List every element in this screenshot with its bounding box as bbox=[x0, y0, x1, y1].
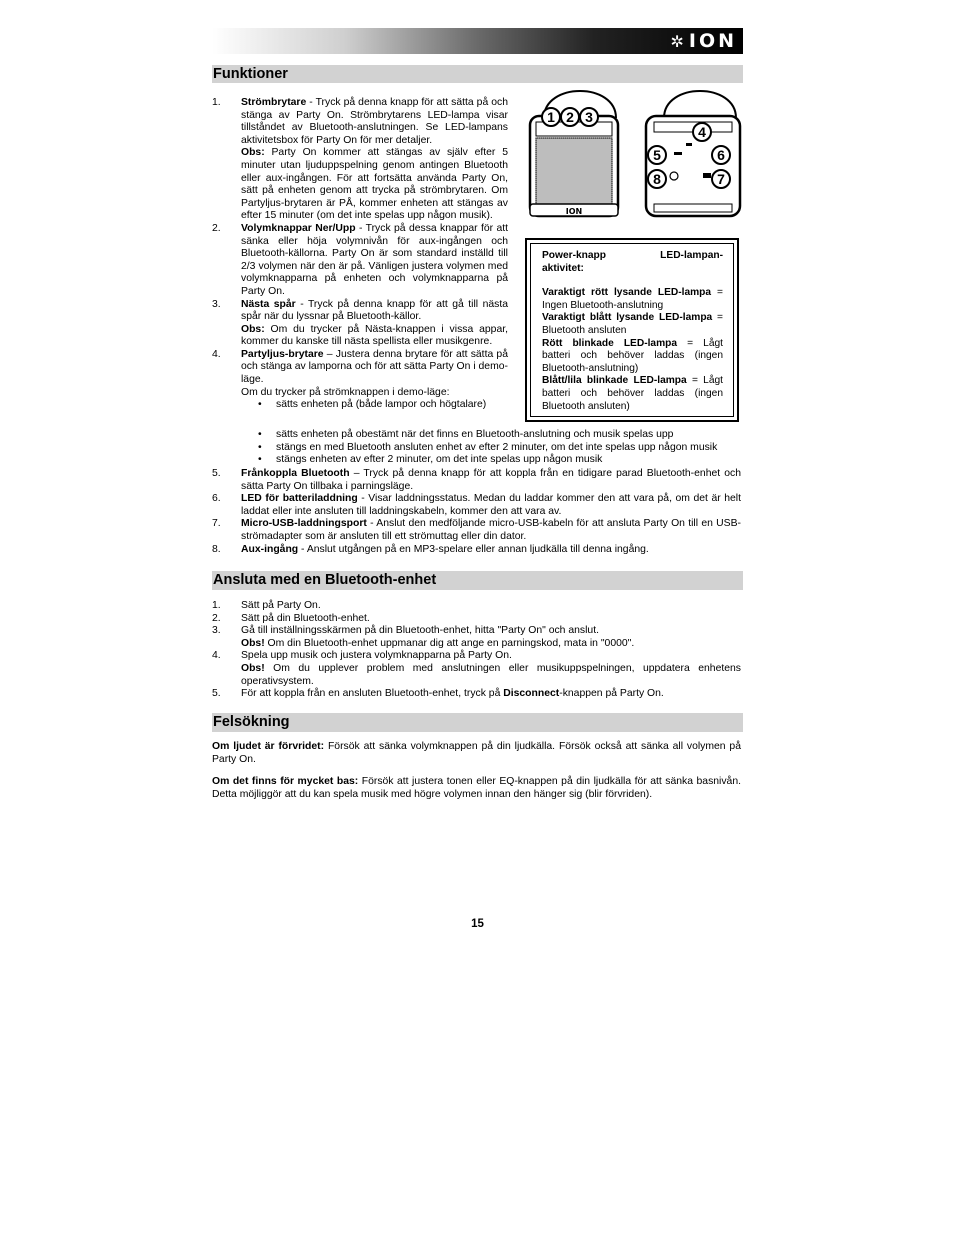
item-number: 4. bbox=[212, 348, 221, 360]
trouble-paragraph bbox=[212, 776, 741, 801]
front-logo: ION bbox=[565, 207, 583, 216]
list-item bbox=[212, 299, 508, 349]
item-text: - Anslut den medföljande micro-USB-kabeln för att ansluta Party On till en USB-strömadapter som är ansluten till ett strömuttag eller din dator. bbox=[241, 518, 741, 542]
item-number: 3. bbox=[212, 625, 221, 637]
obs-label: Obs: bbox=[241, 147, 265, 159]
led-row bbox=[542, 287, 723, 312]
header-bar bbox=[212, 28, 743, 54]
item-text: – Tryck på denna knapp för att koppla från en tidigare parad Bluetooth-enhet och sätta Party On tillbaka i parningsläge. bbox=[241, 468, 741, 492]
list-item bbox=[212, 613, 741, 626]
list-item bbox=[212, 493, 741, 518]
section-title-funktioner: Funktioner bbox=[212, 65, 743, 83]
led-row-text: = Lågt batteri och behöver laddas (ingen Bluetooth ansluten) bbox=[542, 375, 723, 412]
item-title: Partyljus-brytare bbox=[241, 348, 324, 360]
list-item bbox=[212, 349, 508, 399]
item-number: 5. bbox=[212, 468, 221, 479]
page-number: 15 bbox=[471, 918, 484, 930]
item-text: - Tryck på dessa knappar för att sänka eller höja volymnivån för aux-ingången och Bluetooth-källorna. Party On är som standard inställd till 2/3 volymen när den är på. Vänligen justera volymen med volymknapparna på enheten och volymknapparna på Party On. bbox=[241, 222, 509, 297]
trouble-text: Försök att justera tonen eller EQ-knappen på din ljudkälla för att sänka basnivån. Detta möjliggör att du kan spela musik med högre volymen innan den hänger sig (blir förvriden). bbox=[212, 776, 741, 800]
led-row-text: = Lågt batteri och behöver laddas (ingen Bluetooth-anslutning) bbox=[542, 337, 723, 374]
trouble-paragraph bbox=[212, 741, 741, 766]
item-title: Frånkoppla Bluetooth bbox=[241, 468, 350, 479]
section-title-bluetooth: Ansluta med en Bluetooth-enhet bbox=[212, 571, 743, 590]
obs-text: Om du upplever problem med anslutningen eller musikuppspelningen, uppdatera enhetens operativsystem. bbox=[241, 662, 741, 687]
item-text: – Justera denna brytare för att sätta på och stänga av lamporna och för att sätta Party On i demo-läge. bbox=[241, 348, 508, 386]
led-row bbox=[542, 338, 723, 376]
demo-bullet-list-wide bbox=[212, 429, 741, 467]
led-row bbox=[542, 375, 723, 413]
item-title: Micro-USB-laddningsport bbox=[241, 518, 367, 530]
led-head-right: LED-lampan- bbox=[660, 250, 723, 261]
list-item bbox=[212, 544, 741, 557]
list-item bbox=[212, 518, 741, 543]
led-activity-box bbox=[525, 238, 739, 422]
features-list-wide bbox=[212, 468, 741, 556]
label-3: 3 bbox=[585, 109, 593, 125]
item-number: 7. bbox=[212, 518, 221, 530]
label-6: 6 bbox=[717, 147, 725, 163]
item-text: - Tryck på denna knapp för att sätta på och stänga av Party On. Strömbrytarens LED-lampa visar tillståndet av Bluetooth-anslutningen. Se LED-lampans aktivitetsbox för Party On för mer detaljer. bbox=[241, 97, 508, 146]
obs-text: Om din Bluetooth-enhet uppmanar dig att ange en parningskod, mata in "0000". bbox=[264, 637, 635, 649]
label-8: 8 bbox=[653, 171, 661, 187]
led-row-text: = Ingen Bluetooth-anslutning bbox=[542, 287, 723, 311]
item-number: 3. bbox=[212, 298, 221, 310]
item-number: 5. bbox=[212, 688, 221, 700]
item-number: 1. bbox=[212, 600, 221, 611]
item-text: Spela upp musik och justera volymknapparna på Party On. bbox=[241, 650, 512, 662]
item-number: 2. bbox=[212, 222, 221, 234]
trouble-text: Försök att sänka volymknappen på din ljudkälla. Försök också att sänka all volymen på Party On. bbox=[212, 741, 741, 765]
item-title: Aux-ingång bbox=[241, 543, 299, 555]
item-text: - Tryck på denna knapp för att gå till nästa spår när du lyssnar på Bluetooth-källor. bbox=[241, 298, 508, 323]
led-row bbox=[542, 312, 723, 337]
item-text: Sätt på Party On. bbox=[241, 600, 321, 611]
troubleshooting bbox=[212, 741, 741, 811]
list-item bbox=[212, 600, 741, 613]
led-head-line2: aktivitet: bbox=[542, 262, 584, 274]
item-number: 4. bbox=[212, 650, 221, 662]
item-number: 6. bbox=[212, 493, 221, 505]
ion-logo: ✲ ION bbox=[670, 30, 737, 52]
speaker-back-view bbox=[646, 91, 740, 216]
trouble-label: Om ljudet är förvridet: bbox=[212, 741, 325, 752]
label-5: 5 bbox=[653, 147, 661, 163]
speaker-diagram bbox=[528, 88, 743, 223]
led-row-label: Rött blinkade LED-lampa bbox=[542, 337, 678, 349]
obs-label: Obs! bbox=[241, 662, 265, 674]
list-item bbox=[212, 223, 508, 299]
item-number: 8. bbox=[212, 543, 221, 555]
list-item bbox=[212, 650, 741, 688]
led-row-label: Varaktigt blått lysande LED-lampa bbox=[542, 312, 713, 324]
demo-bullet-list bbox=[212, 399, 508, 412]
item-text: Gå till inställningsskärmen på din Bluetooth-enhet, hitta "Party On" och anslut. bbox=[241, 625, 599, 637]
item-text: Sätt på din Bluetooth-enhet. bbox=[241, 612, 370, 624]
bullet-item: • sätts enheten på obestämt när det finns en Bluetooth-anslutning och musik spelas upp bbox=[276, 429, 741, 442]
bluetooth-steps bbox=[212, 600, 741, 701]
disconnect-label: Disconnect bbox=[503, 688, 560, 700]
item-number: 2. bbox=[212, 612, 221, 624]
label-1: 1 bbox=[547, 109, 555, 125]
obs-label: Obs: bbox=[241, 323, 265, 335]
item-title: Strömbrytare bbox=[241, 97, 307, 108]
bullet-item: • stängs enheten av efter 2 minuter, om det inte spelas upp någon musik bbox=[276, 454, 741, 467]
obs-text: Om du trycker på Nästa-knappen i vissa appar, kommer du kanske till nästa spellista eller musikgenre. bbox=[241, 323, 508, 348]
item-text: För att koppla från en ansluten Bluetooth-enhet, tryck på bbox=[241, 688, 504, 700]
led-box-heading bbox=[542, 250, 723, 263]
item-text: - Visar laddningsstatus. Medan du laddar kommer den att vara på, om det är helt laddat eller inte ansluten till laddningskabeln, kommer den att vara av. bbox=[241, 493, 741, 517]
item-title: Volymknappar Ner/Upp bbox=[241, 222, 356, 234]
list-item bbox=[212, 468, 741, 493]
label-4: 4 bbox=[698, 124, 706, 140]
label-7: 7 bbox=[717, 171, 725, 187]
list-item bbox=[212, 688, 741, 701]
obs-label: Obs! bbox=[241, 637, 265, 649]
demo-bullets-wide bbox=[212, 429, 741, 467]
obs-text: Party On kommer att stängas av själv efter 5 minuter utan ljuduppspelning genom antingen Bluetooth eller aux-ingången. För att fortsätta använda Party On, sätt på enheten genom att trycka på strömbrytaren. Om Partyljus-brytaren är PÅ, kommer enheten att stängas av efter 15 minuter (om det inte spelas upp någon musik). bbox=[241, 147, 508, 222]
led-head-left: Power-knapp bbox=[542, 250, 606, 261]
led-row-label: Blått/lila blinkade LED-lampa bbox=[542, 375, 687, 387]
item-title: Nästa spår bbox=[241, 298, 296, 310]
bullet-item: • sätts enheten på (både lampor och högtalare) bbox=[276, 399, 508, 412]
list-item bbox=[212, 97, 508, 223]
speaker-front-view bbox=[530, 91, 618, 216]
item-extra-text: Om du trycker på strömknappen i demo-läge: bbox=[241, 386, 450, 398]
features-list-narrow bbox=[212, 97, 508, 412]
item-text: - Anslut utgången på en MP3-spelare eller annan ljudkälla till denna ingång. bbox=[298, 543, 649, 555]
section-title-felsokning: Felsökning bbox=[212, 713, 743, 732]
list-item bbox=[212, 625, 741, 650]
led-row-label: Varaktigt rött lysande LED-lampa bbox=[542, 287, 712, 299]
trouble-label: Om det finns för mycket bas: bbox=[212, 776, 359, 788]
item-number: 1. bbox=[212, 97, 221, 108]
item-text: -knappen på Party On. bbox=[559, 688, 664, 700]
led-row-text: = Bluetooth ansluten bbox=[542, 312, 723, 336]
bullet-item: • stängs en med Bluetooth ansluten enhet av efter 2 minuter, om det inte spelas upp någon musik bbox=[276, 442, 741, 455]
label-2: 2 bbox=[566, 109, 574, 125]
item-title: LED för batteriladdning bbox=[241, 493, 358, 505]
